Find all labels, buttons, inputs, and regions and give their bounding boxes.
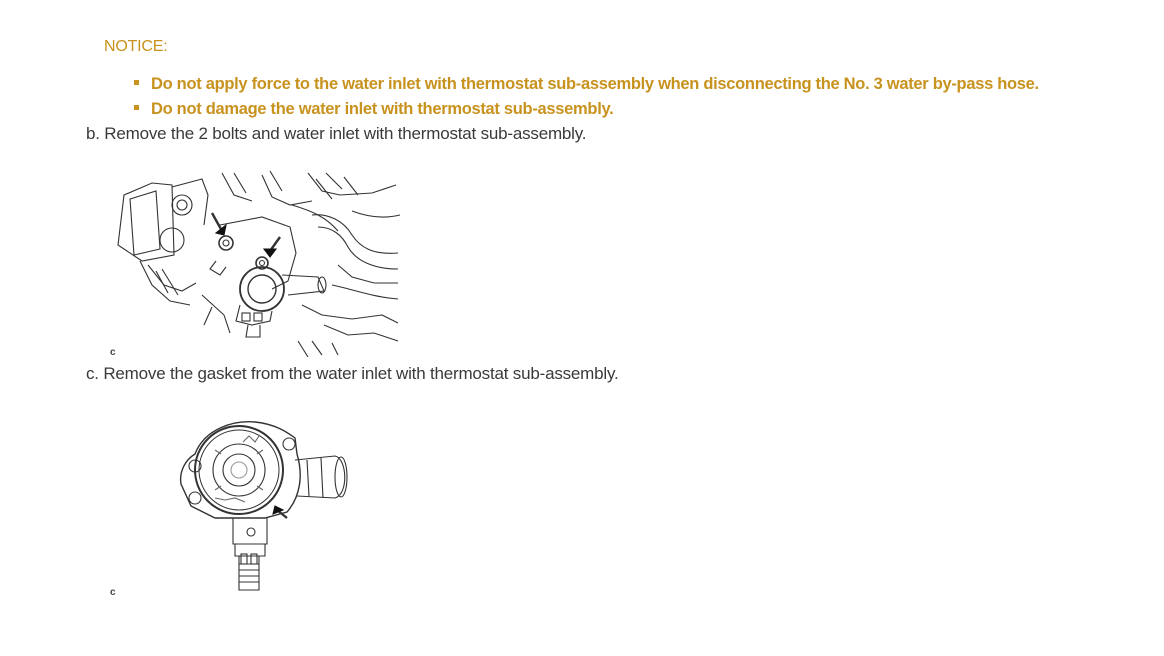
thermostat-gasket-illustration: [175, 414, 355, 596]
notice-item-text: Do not damage the water inlet with thermostat sub-assembly.: [151, 100, 614, 118]
figure-caption: c: [110, 587, 116, 598]
notice-list: [134, 74, 1039, 124]
notice-heading: NOTICE:: [104, 38, 168, 55]
step-c-text: c. Remove the gasket from the water inlet with thermostat sub-assembly.: [86, 364, 619, 383]
engine-bolts-illustration: [112, 165, 402, 357]
notice-item-text: Do not apply force to the water inlet with thermostat sub-assembly when disconnecting the No. 3 water by-pass hose.: [151, 75, 1039, 93]
bullet-icon: [134, 105, 139, 110]
bullet-icon: [134, 80, 139, 85]
notice-item: [134, 74, 1039, 99]
step-b-text: b. Remove the 2 bolts and water inlet with thermostat sub-assembly.: [86, 124, 587, 143]
figure-caption: c: [110, 347, 116, 358]
notice-item: [134, 99, 1039, 124]
